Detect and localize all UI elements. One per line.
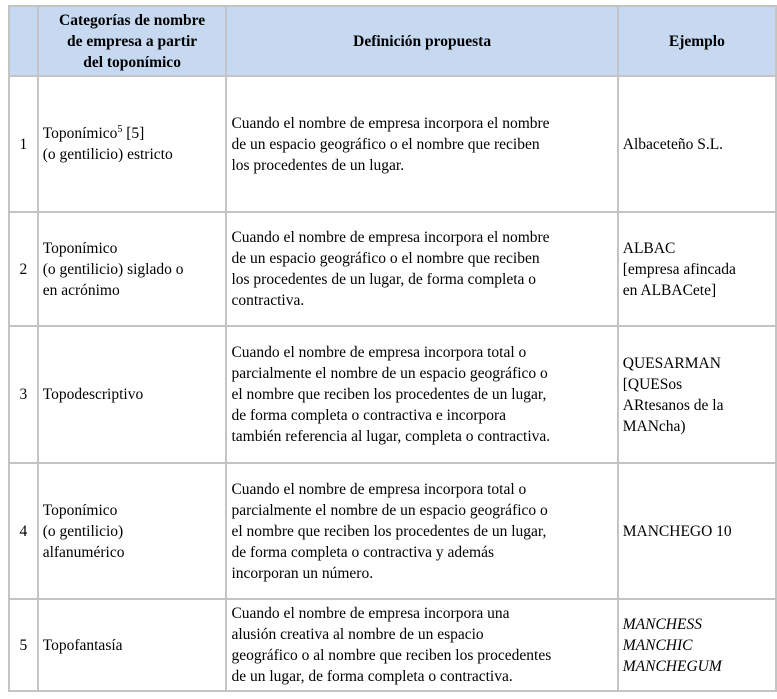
header-category: Categorías de nombre de empresa a partir del toponímico bbox=[38, 6, 227, 76]
footnote-ref: 5 bbox=[117, 123, 123, 135]
row-num: 4 bbox=[9, 463, 38, 599]
table-row bbox=[9, 326, 776, 463]
row-category: Toponímico (o gentilicio) alfanumérico bbox=[38, 463, 227, 599]
table-row bbox=[9, 76, 776, 212]
header-definition: Definición propuesta bbox=[226, 6, 617, 76]
table-header-row bbox=[9, 6, 776, 76]
row-example: Albaceteño S.L. bbox=[618, 76, 776, 212]
row-category bbox=[38, 76, 227, 212]
table-row bbox=[9, 599, 776, 691]
table-row bbox=[9, 463, 776, 599]
row-definition: Cuando el nombre de empresa incorpora el nombre de un espacio geográfico o el nombre que reciben los procedentes de un lugar. bbox=[226, 76, 617, 212]
header-example: Ejemplo bbox=[618, 6, 776, 76]
row-example: MANCHESS MANCHIC MANCHEGUM bbox=[618, 599, 776, 691]
row-category: Toponímico (o gentilicio) siglado o en acrónimo bbox=[38, 212, 227, 326]
row-definition: Cuando el nombre de empresa incorpora total o parcialmente el nombre de un espacio geográfico o el nombre que reciben los procedentes de un lugar, de forma completa o contractiva y además incorporan un número. bbox=[226, 463, 617, 599]
row-definition: Cuando el nombre de empresa incorpora una alusión creativa al nombre de un espacio geográfico o al nombre que reciben los procedentes de un lugar, de forma completa o contractiva. bbox=[226, 599, 617, 691]
row-category: Topodescriptivo bbox=[38, 326, 227, 463]
row-num: 2 bbox=[9, 212, 38, 326]
row-category: Topofantasía bbox=[38, 599, 227, 691]
row-example: MANCHEGO 10 bbox=[618, 463, 776, 599]
toponym-categories-table bbox=[8, 5, 777, 692]
table-row bbox=[9, 212, 776, 326]
row-num: 5 bbox=[9, 599, 38, 691]
row-definition: Cuando el nombre de empresa incorpora total o parcialmente el nombre de un espacio geográfico o el nombre que reciben los procedentes de un lugar, de forma completa o contractiva e incorpora también referencia al lugar, completa o contractiva. bbox=[226, 326, 617, 463]
category-suffix: [5] (o gentilicio) estricto bbox=[42, 125, 173, 163]
row-example: QUESARMAN [QUESos ARtesanos de la MANcha) bbox=[618, 326, 776, 463]
row-num: 3 bbox=[9, 326, 38, 463]
row-example: ALBAC [empresa afincada en ALBACete] bbox=[618, 212, 776, 326]
row-num: 1 bbox=[9, 76, 38, 212]
category-text: Toponímico bbox=[42, 125, 118, 142]
row-definition: Cuando el nombre de empresa incorpora el nombre de un espacio geográfico o el nombre que reciben los procedentes de un lugar, de forma completa o contractiva. bbox=[226, 212, 617, 326]
header-num bbox=[9, 6, 38, 76]
